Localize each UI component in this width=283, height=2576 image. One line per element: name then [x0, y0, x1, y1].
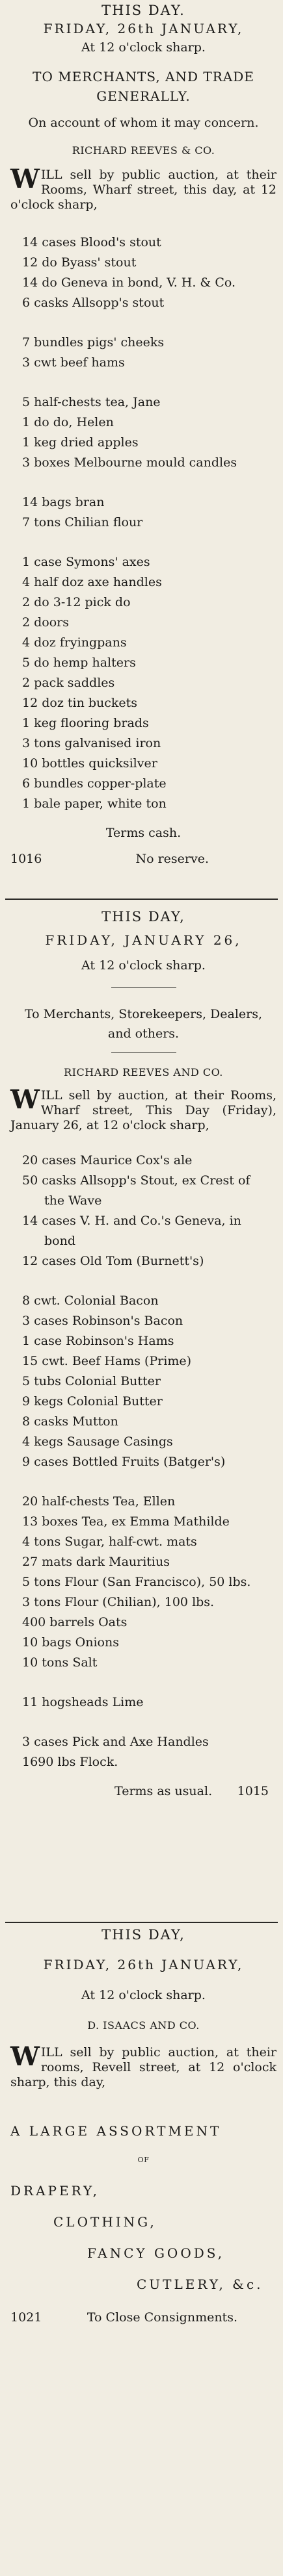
list-item: 1 case Symons' axes [22, 555, 150, 569]
ad-intro [10, 2041, 276, 2123]
ad-footer [10, 1784, 276, 1799]
list-item: 2 do 3-12 pick do [22, 595, 131, 609]
list-item: 1 keg dried apples [22, 435, 139, 450]
list-item: 2 doors [22, 615, 70, 630]
advert-isaacs [0, 1923, 283, 2568]
item-list [10, 1153, 276, 1775]
list-item: 1 bale paper, white ton [22, 797, 167, 811]
list-item: 14 do Geneva in bond, V. H. & Co. [22, 275, 236, 290]
fancy-goods-line: FANCY GOODS, [87, 2245, 225, 2261]
ad-time: At 12 o'clock sharp. [81, 1988, 206, 2002]
list-item: 1 keg flooring brads [22, 716, 149, 730]
ad-reserve: No reserve. [135, 852, 209, 866]
ad-intro [10, 1084, 276, 1153]
list-item: 6 casks Allsopp's stout [22, 296, 165, 310]
list-item: 3 boxes Melbourne mould candles [22, 455, 237, 470]
ad-concern: On account of whom it may concern. [28, 116, 259, 130]
ad-footer-text: To Close Consignments. [87, 2310, 237, 2325]
list-item: 4 tons Sugar, half-cwt. mats [22, 1535, 197, 1549]
list-item: 11 hogsheads Lime [22, 1695, 144, 1709]
ad-intro [10, 164, 276, 235]
list-item: 8 casks Mutton [22, 1414, 118, 1429]
ad-title: THIS DAY. [101, 3, 185, 18]
list-item: 5 tons Flour (San Francisco), 50 lbs. [22, 1575, 251, 1589]
list-item: bond [44, 1234, 76, 1248]
ad-intro-text: ILL sell by public auction, at their rooms, Revell street, at 12 o'clock sharp, this day, [10, 2045, 276, 2089]
list-item: 7 tons Chilian flour [22, 515, 143, 529]
list-item: 3 cases Robinson's Bacon [22, 1314, 183, 1328]
list-item: 13 boxes Tea, ex Emma Mathilde [22, 1514, 230, 1529]
list-item: 3 cwt beef hams [22, 355, 125, 370]
item-gap [22, 376, 276, 395]
list-item: 2 pack saddles [22, 676, 115, 690]
ad-ref: 1016 [10, 852, 42, 866]
list-item: 5 half-chests tea, Jane [22, 395, 161, 409]
list-item: 3 tons galvanised iron [22, 736, 161, 750]
list-item: 5 do hemp halters [22, 656, 136, 670]
ad-time: At 12 o'clock sharp. [81, 958, 206, 973]
list-item: 1 do do, Helen [22, 415, 114, 429]
list-item: the Wave [44, 1193, 102, 1208]
list-item: 400 barrels Oats [22, 1615, 128, 1629]
list-item: 50 casks Allsopp's Stout, ex Crest of [22, 1173, 250, 1188]
list-item: 3 cases Pick and Axe Handles [22, 1735, 209, 1749]
ad-heading: TO MERCHANTS, AND TRADE [33, 69, 254, 84]
ad-title: THIS DAY, [101, 1927, 185, 1943]
list-item: 3 tons Flour (Chilian), 100 lbs. [22, 1595, 215, 1609]
list-item: 20 cases Maurice Cox's ale [22, 1153, 193, 1167]
ad-auctioneer: D. ISAACS AND CO. [87, 2019, 200, 2032]
list-item: 7 bundles pigs' cheeks [22, 335, 165, 350]
list-item: 9 cases Bottled Fruits (Batger's) [22, 1455, 226, 1469]
ad-footer [10, 852, 276, 867]
assortment-line: A LARGE ASSORTMENT [10, 2123, 222, 2139]
list-item: 14 cases Blood's stout [22, 235, 161, 249]
list-item: 12 doz tin buckets [22, 696, 138, 710]
ad-terms: Terms cash. [105, 826, 182, 840]
list-item: 5 tubs Colonial Butter [22, 1374, 161, 1388]
ad-terms: Terms as usual. [115, 1784, 213, 1798]
short-rule [111, 987, 176, 988]
list-item: 27 mats dark Mauritius [22, 1555, 170, 1569]
list-item: 4 kegs Sausage Casings [22, 1435, 173, 1449]
cutlery-line: CUTLERY, &c. [137, 2276, 263, 2292]
ad-auctioneer: RICHARD REEVES & CO. [72, 144, 215, 157]
ad-intro-text: ILL sell by auction, at their Rooms, Wharf street, This Day (Friday), January 26, at 12 o'clock sharp, [10, 1088, 276, 1132]
ad-auctioneer: RICHARD REEVES AND CO. [64, 1066, 223, 1078]
ad-footer [10, 2310, 276, 2325]
ad-heading-2: GENERALLY. [96, 88, 191, 104]
list-item: 4 half doz axe handles [22, 575, 162, 589]
drop-cap: W [10, 164, 40, 194]
item-gap [22, 1676, 276, 1695]
ad-time: At 12 o'clock sharp. [81, 40, 206, 55]
ad-ref: 1021 [10, 2310, 42, 2325]
list-item: 12 do Byass' stout [22, 255, 137, 270]
ad-date: FRIDAY, 26th JANUARY, [43, 21, 244, 36]
ad-intro-text: ILL sell by public auction, at their Rooms, Wharf street, this day, at 12 o'clock sharp, [10, 168, 276, 212]
list-item: 6 bundles copper-plate [22, 776, 167, 791]
drop-cap: W [10, 2041, 40, 2072]
list-item: 1690 lbs Flock. [22, 1755, 118, 1769]
item-gap [22, 476, 276, 495]
ad-audience: To Merchants, Storekeepers, Dealers, [24, 1007, 263, 1021]
ad-ref: 1015 [237, 1784, 269, 1798]
list-item: 8 cwt. Colonial Bacon [22, 1294, 159, 1308]
list-item: 1 case Robinson's Hams [22, 1334, 174, 1348]
advert-reeves-merchants [0, 0, 283, 899]
ad-date: FRIDAY, JANUARY 26, [45, 932, 242, 948]
item-gap [22, 1274, 276, 1294]
list-item: 10 tons Salt [22, 1655, 98, 1670]
item-gap [22, 316, 276, 335]
list-item: 12 cases Old Tom (Burnett's) [22, 1254, 204, 1268]
list-item: 15 cwt. Beef Hams (Prime) [22, 1354, 192, 1368]
list-item: 10 bags Onions [22, 1635, 119, 1650]
ad-title: THIS DAY, [101, 909, 185, 925]
list-item: 14 cases V. H. and Co.'s Geneva, in [22, 1214, 241, 1228]
list-item: 20 half-chests Tea, Ellen [22, 1494, 176, 1509]
item-gap [22, 1475, 276, 1494]
drop-cap: W [10, 1084, 40, 1115]
list-item: 9 kegs Colonial Butter [22, 1394, 163, 1409]
list-item: 4 doz fryingpans [22, 635, 127, 650]
list-item: 14 bags bran [22, 495, 105, 509]
ad-date: FRIDAY, 26th JANUARY, [43, 1957, 244, 1972]
of-word: OF [137, 2156, 150, 2164]
ad-audience-2: and others. [107, 1027, 180, 1041]
list-item: 10 bottles quicksilver [22, 756, 157, 771]
item-list [10, 235, 276, 817]
item-gap [22, 1715, 276, 1735]
short-rule [111, 1052, 176, 1053]
item-gap [22, 535, 276, 555]
drapery-line: DRAPERY, [10, 2183, 100, 2199]
advert-reeves-storekeepers [0, 900, 283, 1922]
clothing-line: CLOTHING, [53, 2214, 157, 2230]
